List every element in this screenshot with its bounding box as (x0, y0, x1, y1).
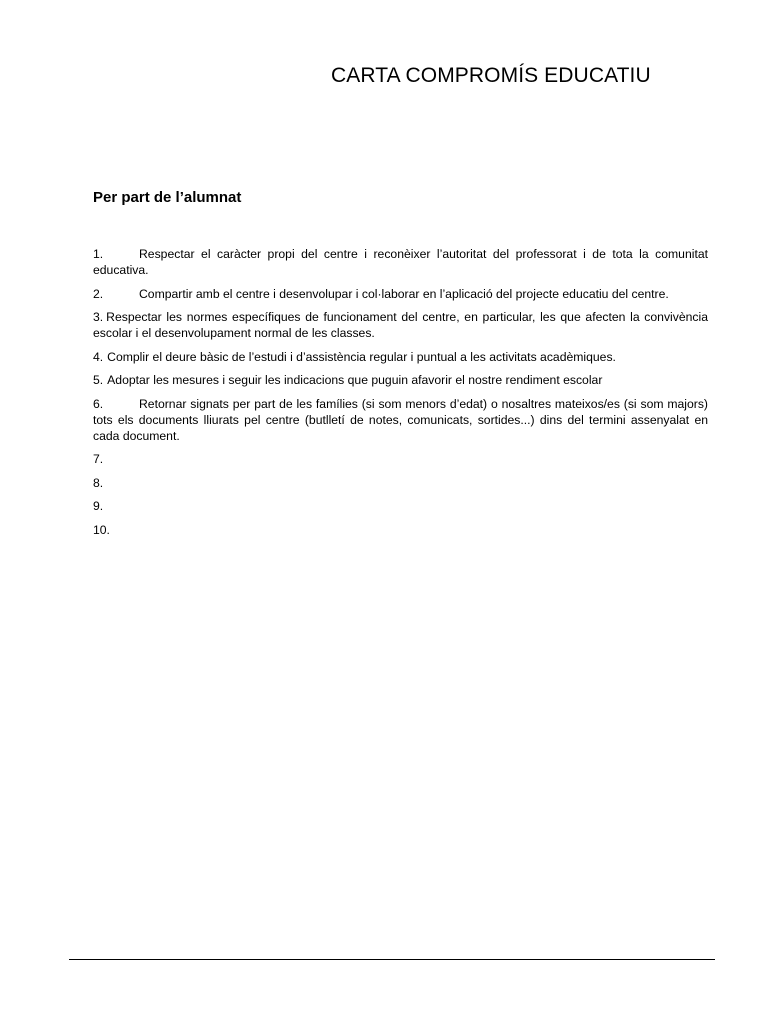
item-text: Retornar signats per part de les famílies (si som menors d’edat) o nosaltres mateixos/es (si som majors) tots els documents lliurats pel centre (butlletí de notes, comunicats, sortides...) dins del termini assenyalat en cada document. (93, 396, 708, 443)
item-number: 7. (93, 452, 104, 466)
list-item (93, 349, 708, 365)
commitment-list (93, 246, 708, 545)
section-heading: Per part de l’alumnat (93, 189, 242, 206)
item-number: 8. (93, 475, 104, 490)
item-number: 1. (93, 247, 104, 261)
list-item (93, 522, 708, 538)
list-item (93, 372, 708, 388)
item-text: Respectar el caràcter propi del centre i reconèixer l’autoritat del professorat i de tota la comunitat educativa. (93, 247, 708, 277)
list-item (93, 286, 708, 302)
list-item (93, 475, 708, 491)
item-text: Compartir amb el centre i desenvolupar i col·laborar en l’aplicació del projecte educatiu del centre. (139, 286, 669, 301)
item-number: 5. (93, 373, 104, 387)
item-text: Respectar les normes específiques de funcionament del centre, en particular, les que afecten la convivència escolar i el desenvolupament normal de les classes. (93, 310, 708, 340)
list-item (93, 396, 708, 444)
item-text: Complir el deure bàsic de l’estudi i d’assistència regular i puntual a les activitats acadèmiques. (107, 349, 616, 364)
item-text: Adoptar les mesures i seguir les indicacions que puguin afavorir el nostre rendiment escolar (107, 373, 603, 387)
item-number: 4. (93, 349, 104, 364)
list-item (93, 309, 708, 341)
list-item (93, 451, 708, 467)
page-title: CARTA COMPROMÍS EDUCATIU (331, 64, 651, 87)
item-number: 3. (93, 310, 104, 324)
list-item (93, 246, 708, 278)
item-number: 6. (93, 396, 104, 411)
list-item (93, 498, 708, 514)
item-number: 2. (93, 286, 104, 301)
footer-divider (69, 959, 715, 960)
item-number: 9. (93, 499, 104, 513)
item-number: 10. (93, 522, 110, 537)
